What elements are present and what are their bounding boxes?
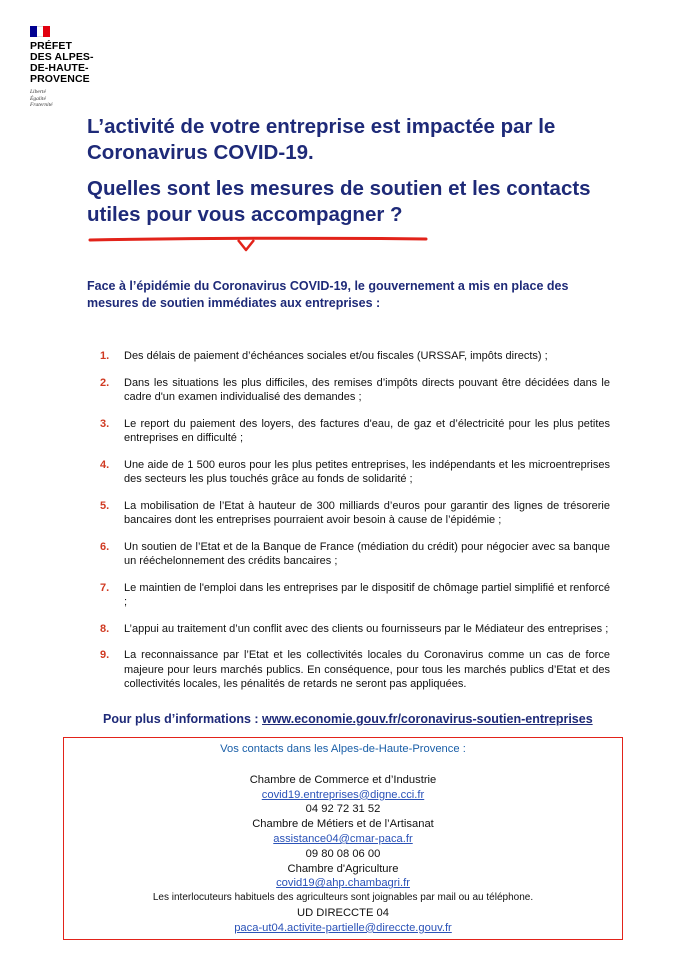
cma-phone: 09 80 08 06 00 bbox=[305, 847, 381, 860]
prefecture-logo bbox=[30, 26, 110, 109]
logo-name: PRÉFET DES ALPES- DE-HAUTE- PROVENCE bbox=[30, 40, 94, 85]
title-underline bbox=[88, 232, 428, 252]
direccte-email-link[interactable]: paca-ut04.activite-partielle@direccte.gouv.fr bbox=[234, 921, 452, 934]
item-number: 8. bbox=[100, 622, 110, 635]
item-number: 9. bbox=[100, 649, 110, 661]
cma-name: Chambre de Métiers et de l’Artisanat bbox=[252, 818, 434, 831]
item-text: Des délais de paiement d’échéances sociales et/ou fiscales (URSSAF, impôts directs) ; bbox=[124, 350, 548, 362]
contacts-heading: Vos contacts dans les Alpes-de-Haute-Provence : bbox=[220, 743, 466, 755]
direccte-name: UD DIRECCTE 04 bbox=[296, 906, 389, 919]
cci-name: Chambre de Commerce et d’Industrie bbox=[249, 773, 437, 786]
economie-link[interactable]: www.economie.gouv.fr/coronavirus-soutien-entreprises bbox=[262, 712, 593, 726]
list-item bbox=[100, 540, 610, 569]
item-text: Le report du paiement des loyers, des factures d'eau, de gaz et d’électricité pour les plus petites entreprises en difficulté ; bbox=[124, 417, 610, 444]
list-item bbox=[100, 458, 610, 487]
list-item bbox=[100, 349, 610, 364]
item-number: 2. bbox=[100, 376, 110, 389]
title-block bbox=[87, 114, 647, 228]
agri-note: Les interlocuteurs habituels des agriculteurs sont joignables par mail ou au téléphone. bbox=[152, 892, 534, 904]
list-item bbox=[100, 499, 610, 528]
intro-text: Face à l’épidémie du Coronavirus COVID-19, le gouvernement a mis en place des mesures de soutien immédiates aux entreprises : bbox=[87, 279, 569, 310]
cma-email-link[interactable]: assistance04@cmar-paca.fr bbox=[273, 832, 413, 845]
item-text: La mobilisation de l’Etat à hauteur de 300 milliards d’euros pour garantir des lignes de trésorerie bancaires dont les entreprises pourraient avoir besoin à cause de l’épidémie ; bbox=[124, 499, 610, 526]
agri-email-link[interactable]: covid19@ahp.chambagri.fr bbox=[276, 877, 410, 890]
measures-list bbox=[100, 349, 610, 692]
more-info bbox=[103, 712, 593, 726]
agri-name: Chambre d'Agriculture bbox=[287, 862, 399, 875]
list-item bbox=[100, 417, 610, 446]
item-text: L’appui au traitement d’un conflit avec des clients ou fournisseurs par le Médiateur des entreprises ; bbox=[124, 622, 609, 635]
french-flag-icon bbox=[30, 26, 50, 37]
item-text: La reconnaissance par l’Etat et les collectivités locales du Coronavirus comme un cas de force majeure pour leurs marchés publics. En conséquence, pour tous les marchés publics d’Etat et des collectivités locales, les pénalités de retards ne seront pas appliquées. bbox=[124, 649, 610, 690]
sub-title: Quelles sont les mesures de soutien et les contacts utiles pour vous accompagner ? bbox=[87, 177, 591, 226]
item-number: 1. bbox=[100, 350, 110, 362]
list-item bbox=[100, 581, 610, 610]
logo-motto: Liberté Égalité Fraternité bbox=[30, 89, 53, 108]
cci-phone: 04 92 72 31 52 bbox=[305, 803, 381, 816]
main-title: L’activité de votre entreprise est impactée par le Coronavirus COVID-19. bbox=[87, 115, 556, 164]
list-item bbox=[100, 648, 610, 692]
list-item bbox=[100, 622, 610, 637]
item-text: Le maintien de l'emploi dans les entreprises par le dispositif de chômage partiel simplifié et renforcé ; bbox=[124, 581, 610, 608]
cci-email-link[interactable]: covid19.entreprises@digne.cci.fr bbox=[261, 788, 425, 801]
contacts-box bbox=[63, 737, 623, 940]
item-text: Un soutien de l’Etat et de la Banque de France (médiation du crédit) pour négocier avec sa banque un rééchelonnement des crédits bancaires ; bbox=[124, 540, 610, 567]
item-number: 4. bbox=[100, 458, 110, 471]
item-number: 5. bbox=[100, 499, 110, 512]
item-text: Une aide de 1 500 euros pour les plus petites entreprises, les indépendants et les microentreprises des secteurs les plus touchés grâce au fonds de solidarité ; bbox=[124, 458, 610, 485]
list-item bbox=[100, 376, 610, 405]
more-info-label: Pour plus d’informations : bbox=[103, 712, 263, 726]
item-number: 3. bbox=[100, 417, 110, 430]
item-number: 7. bbox=[100, 581, 110, 594]
item-text: Dans les situations les plus difficiles, des remises d’impôts directs pouvant être décidées dans le cadre d'un examen individualisé des demandes ; bbox=[124, 376, 610, 403]
item-number: 6. bbox=[100, 540, 110, 553]
